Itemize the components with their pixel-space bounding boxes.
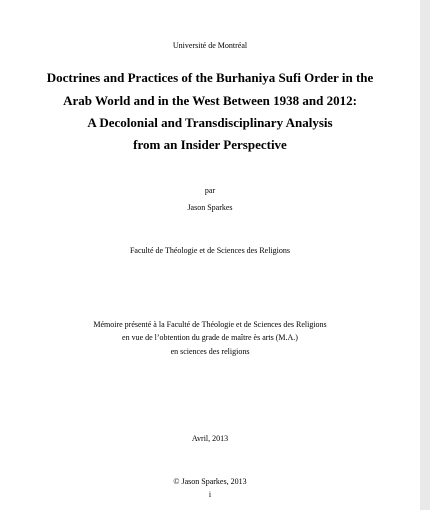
title-line-1: Doctrines and Practices of the Burhaniya Sufi Order in the: [46, 70, 374, 85]
viewer-background: [420, 0, 430, 510]
copyright-notice: © Jason Sparkes, 2013: [173, 477, 247, 486]
submission-line-1: Mémoire présenté à la Faculté de Théologie et de Sciences des Religions: [93, 320, 327, 329]
institution-name: Université de Montréal: [172, 41, 248, 50]
title-line-2: Arab World and in the West Between 1938 and 2012:: [63, 93, 357, 108]
title-line-4: from an Insider Perspective: [133, 137, 287, 152]
submission-line-3: en sciences des religions: [170, 347, 250, 356]
submission-line-2: en vue de l’obtention du grade de maître ès arts (M.A.): [122, 333, 298, 342]
submission-date: Avril, 2013: [191, 434, 229, 443]
by-label: par: [204, 186, 216, 195]
author-name: Jason Sparkes: [187, 203, 233, 212]
page-number: i: [208, 490, 212, 499]
faculty-name: Faculté de Théologie et de Sciences des Religions: [129, 246, 291, 255]
title-line-3: A Decolonial and Transdisciplinary Analysis: [87, 115, 333, 130]
